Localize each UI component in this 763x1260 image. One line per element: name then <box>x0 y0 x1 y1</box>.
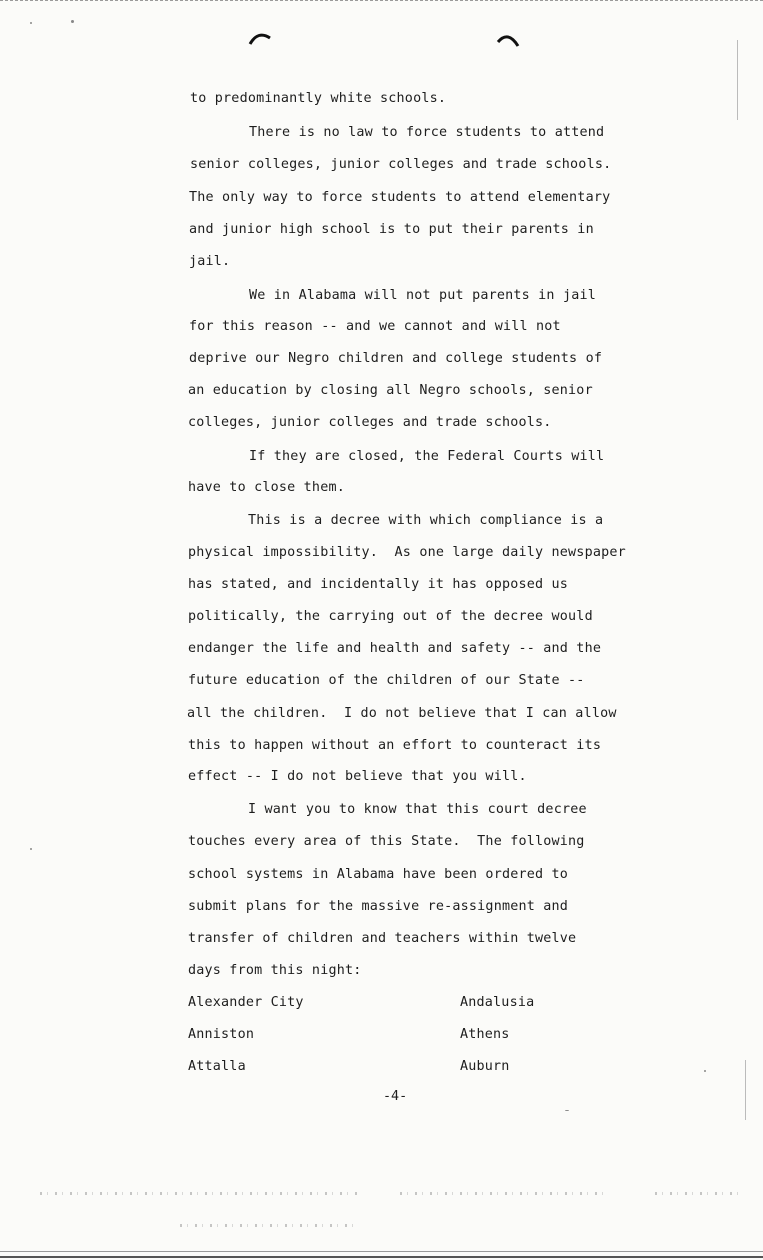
body-line: have to close them. <box>188 480 345 495</box>
body-line: senior colleges, junior colleges and trade schools. <box>190 157 612 172</box>
scan-speck <box>71 20 74 23</box>
body-line: There is no law to force students to attend <box>249 125 605 140</box>
body-line: We in Alabama will not put parents in jail <box>249 288 596 303</box>
body-line: This is a decree with which compliance is a <box>248 513 604 528</box>
body-line: and junior high school is to put their parents in <box>189 222 594 237</box>
school-system-item: Anniston <box>188 1027 255 1042</box>
school-system-item: Attalla <box>188 1059 246 1074</box>
body-line: future education of the children of our State -- <box>188 673 585 688</box>
body-line: jail. <box>189 254 231 269</box>
body-line: an education by closing all Negro schools, senior <box>188 383 593 398</box>
scan-speck <box>30 22 32 24</box>
school-system-item: Auburn <box>460 1059 510 1074</box>
scan-speck <box>565 1110 569 1111</box>
body-line: effect -- I do not believe that you will. <box>188 769 527 784</box>
body-line: The only way to force students to attend elementary <box>189 190 611 205</box>
scan-edge-mark <box>737 40 738 120</box>
body-line: days from this night: <box>188 963 362 978</box>
scan-top-edge <box>0 0 763 1</box>
scan-noise <box>180 1224 360 1227</box>
scan-bottom-edge <box>0 1256 763 1258</box>
body-line: has stated, and incidentally it has opposed us <box>188 577 569 592</box>
scan-noise <box>655 1192 745 1195</box>
scan-speck <box>704 1070 706 1072</box>
body-line: I want you to know that this court decree <box>248 802 587 817</box>
body-line: all the children. I do not believe that I can allow <box>187 706 617 721</box>
scan-bottom-rule <box>0 1251 763 1252</box>
body-line: for this reason -- and we cannot and will not <box>189 319 561 334</box>
school-system-item: Athens <box>460 1027 510 1042</box>
body-line: transfer of children and teachers within twelve <box>188 931 577 946</box>
body-line: endanger the life and health and safety -- and the <box>188 641 602 656</box>
school-system-item: Alexander City <box>188 995 304 1010</box>
body-line: this to happen without an effort to counteract its <box>188 738 602 753</box>
scan-noise <box>400 1192 610 1195</box>
body-line: If they are closed, the Federal Courts will <box>249 449 605 464</box>
binding-mark-left <box>248 30 272 46</box>
body-line: submit plans for the massive re-assignment and <box>188 899 569 914</box>
body-line: physical impossibility. As one large daily newspaper <box>188 545 626 560</box>
body-line: school systems in Alabama have been ordered to <box>188 867 569 882</box>
body-line: deprive our Negro children and college students of <box>189 351 603 366</box>
school-system-item: Andalusia <box>460 995 535 1010</box>
body-line: colleges, junior colleges and trade schools. <box>188 415 552 430</box>
scan-speck <box>30 848 32 850</box>
scan-noise <box>40 1192 360 1195</box>
scan-edge-mark <box>745 1060 746 1120</box>
binding-mark-right <box>496 32 520 48</box>
body-line: politically, the carrying out of the decree would <box>188 609 593 624</box>
body-line: touches every area of this State. The following <box>188 834 585 849</box>
page-number: -4- <box>383 1089 408 1104</box>
body-line: to predominantly white schools. <box>190 91 447 106</box>
